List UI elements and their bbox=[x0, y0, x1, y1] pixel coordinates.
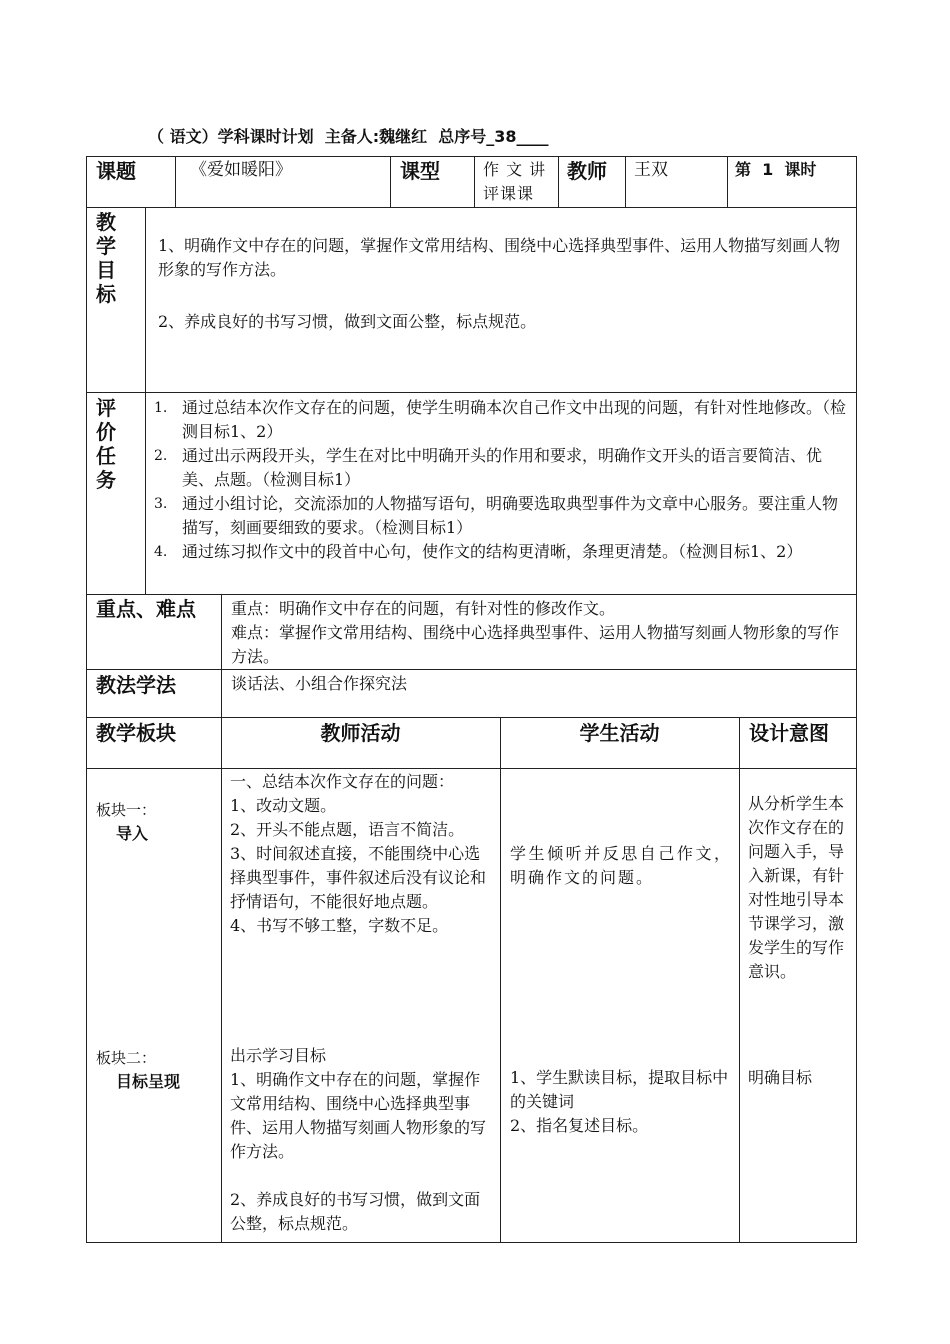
teacher-line: 1、明确作文中存在的问题，掌握作文常用结构、围绕中心选择典型事件、运用人物描写刻画人物形象的写作方法。 bbox=[230, 1070, 487, 1161]
type-label: 课型 bbox=[400, 159, 440, 183]
teacher-line: 3、时间叙述直接，不能围绕中心选择典型事件，事件叙述后没有议论和抒情语句，不能很好地点题。 bbox=[230, 844, 487, 911]
evaluation-label: 评价任务 bbox=[96, 396, 116, 492]
module-1-student-activity: 学生倾听并反思自己作文，明确作文的问题。 bbox=[510, 844, 732, 887]
teacher-line bbox=[230, 1164, 496, 1188]
evaluation-item: 1. 通过总结本次作文存在的问题，使学生明确本次自己作文中出现的问题，有针对性地修改。（检测目标1、2） bbox=[154, 398, 847, 441]
evaluation-item: 2. 通过出示两段开头，学生在对比中明确开头的作用和要求，明确作文开头的语言要简洁、优美、点题。（检测目标1） bbox=[154, 446, 823, 489]
module-2-name: 板块二： bbox=[96, 1049, 157, 1067]
evaluation-list bbox=[154, 396, 852, 564]
teacher-label: 教师 bbox=[567, 159, 607, 183]
header-teacher: 教师活动 bbox=[320, 721, 401, 745]
module-1-name: 板块一： bbox=[96, 801, 157, 819]
module-2-design-intent: 明确目标 bbox=[748, 1068, 813, 1087]
header-intent: 设计意图 bbox=[749, 721, 829, 745]
module-1-teacher-activity bbox=[230, 770, 496, 938]
goal-item-1: 1、明确作文中存在的问题，掌握作文常用结构、围绕中心选择典型事件、运用人物描写刻画人物形象的写作方法。 bbox=[158, 236, 841, 279]
teacher-line: 出示学习目标 bbox=[230, 1046, 327, 1065]
student-line: 2、指名复述目标。 bbox=[510, 1116, 649, 1135]
module-2-teacher-activity bbox=[230, 1044, 496, 1236]
type-value: 作 文 讲评课课 bbox=[483, 160, 547, 203]
header-module: 教学板块 bbox=[96, 721, 176, 745]
key-point-focus: 重点：明确作文中存在的问题，有针对性的修改作文。 bbox=[231, 599, 616, 618]
header-student: 学生活动 bbox=[579, 721, 660, 745]
topic-value: 《爱如暖阳》 bbox=[190, 160, 292, 180]
teacher-line: 1、改动文题。 bbox=[230, 796, 337, 815]
key-points-label: 重点、难点 bbox=[96, 597, 196, 621]
key-point-difficulty: 难点：掌握作文常用结构、围绕中心选择典型事件、运用人物描写刻画人物形象的写作方法。 bbox=[231, 623, 840, 666]
teacher-line: 4、书写不够工整，字数不足。 bbox=[230, 916, 449, 935]
student-line: 1、学生默读目标，提取目标中的关键词 bbox=[510, 1068, 729, 1111]
teacher-line: 一、总结本次作文存在的问题： bbox=[230, 772, 455, 791]
module-2-student-activity bbox=[510, 1066, 734, 1138]
module-2-title: 目标呈现 bbox=[116, 1072, 181, 1091]
module-1-title: 导入 bbox=[116, 824, 149, 843]
evaluation-item: 3. 通过小组讨论，交流添加的人物描写语句，明确要选取典型事件为文章中心服务。要注重人物描写，刻画要细致的要求。（检测目标1） bbox=[154, 494, 839, 537]
lesson-period: 第 1 课时 bbox=[735, 160, 817, 179]
document-title: （ 语文）学科课时计划 主备人:魏继红 总序号_38____ bbox=[148, 127, 549, 146]
module-1-design-intent: 从分析学生本次作文存在的问题入手，导入新课，有针对性地引导本节课学习，激发学生的写作意识。 bbox=[748, 794, 845, 981]
topic-label: 课题 bbox=[96, 159, 136, 183]
methods-label: 教法学法 bbox=[96, 673, 176, 697]
goal-item-2: 2、养成良好的书写习惯，做到文面公整，标点规范。 bbox=[158, 312, 537, 331]
evaluation-item: 4. 通过练习拟作文中的段首中心句，使作文的结构更清晰，条理更清楚。（检测目标1、2） bbox=[154, 542, 803, 561]
teacher-value: 王双 bbox=[634, 160, 668, 180]
methods-value: 谈话法、小组合作探究法 bbox=[231, 674, 408, 693]
teacher-line: 2、开头不能点题，语言不简洁。 bbox=[230, 820, 465, 839]
teacher-line: 2、养成良好的书写习惯，做到文面公整，标点规范。 bbox=[230, 1190, 481, 1233]
goals-label: 教学目标 bbox=[96, 210, 116, 306]
